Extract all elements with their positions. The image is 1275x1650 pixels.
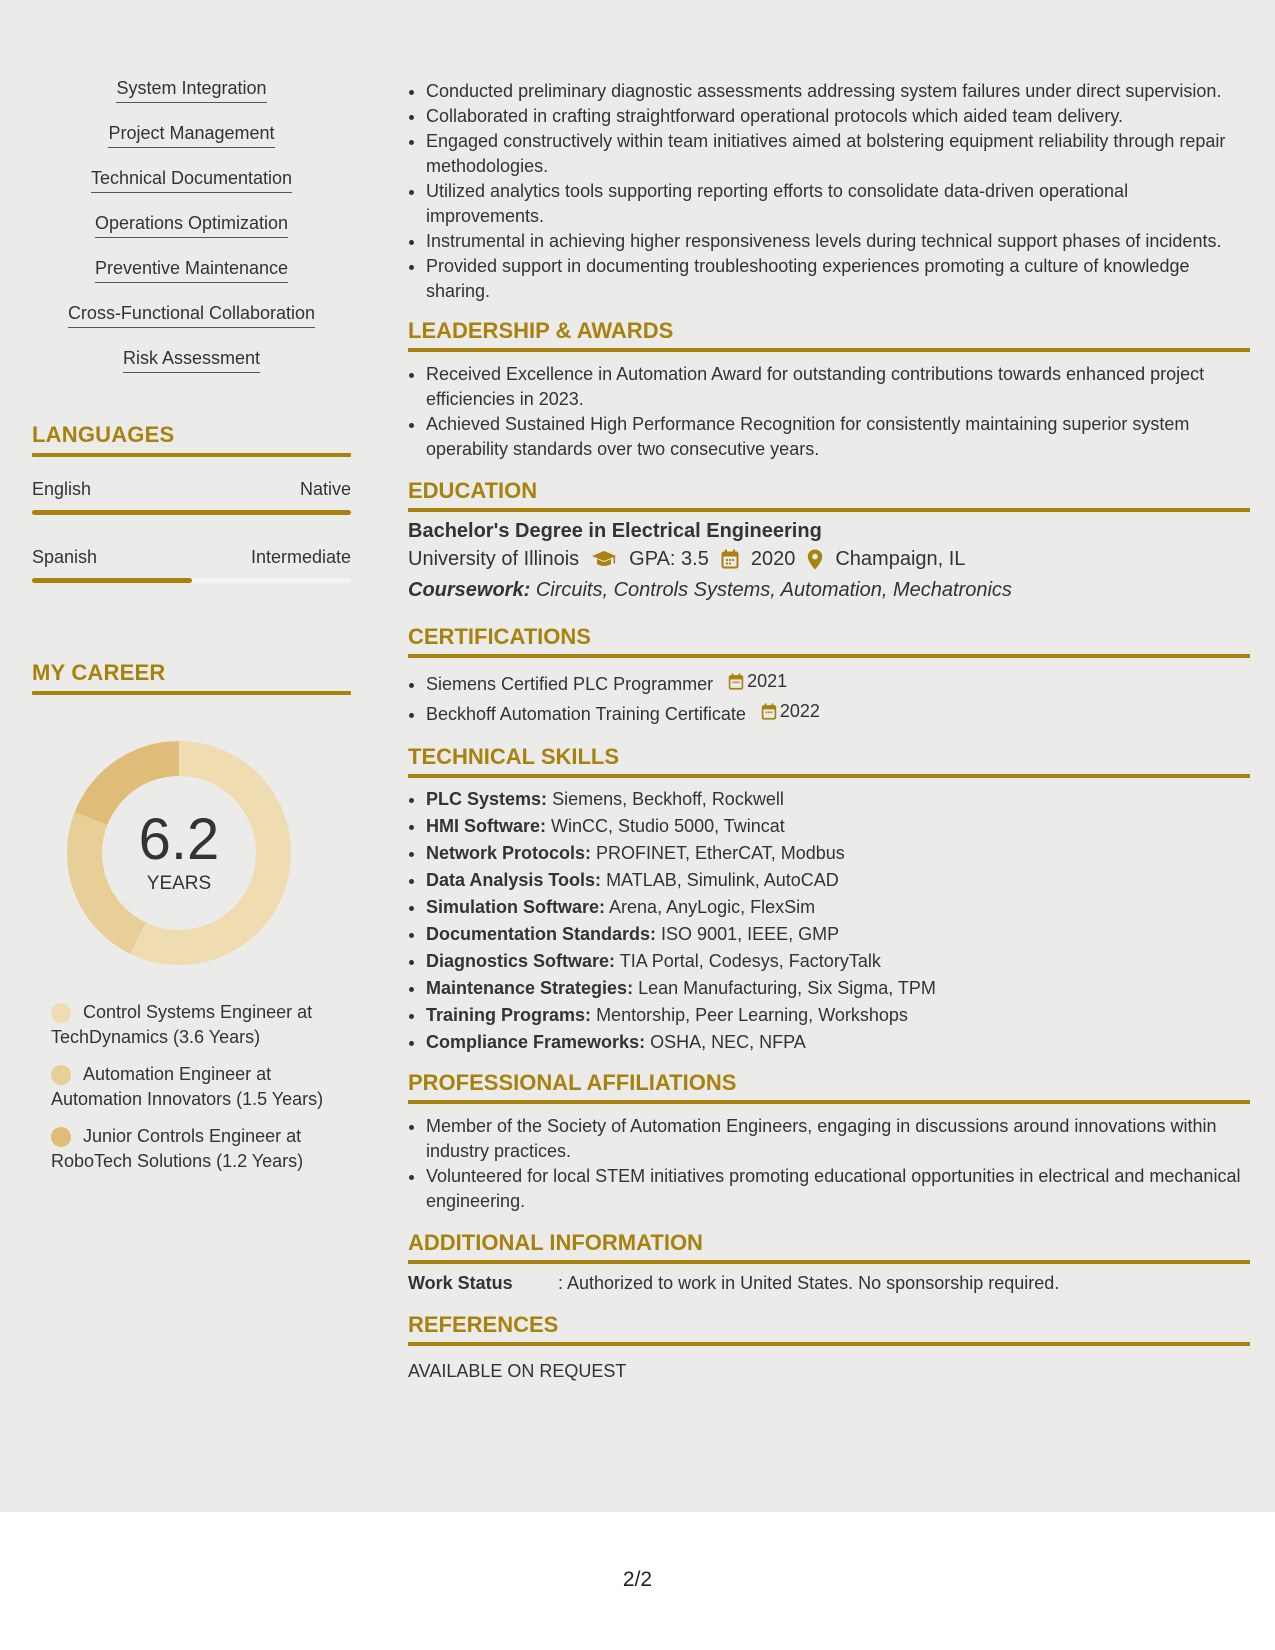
language-item bbox=[32, 547, 351, 583]
career-legend-item bbox=[51, 1124, 336, 1174]
donut-center bbox=[64, 738, 294, 968]
section-rule bbox=[32, 453, 351, 457]
tech-skill-label: HMI Software: bbox=[426, 816, 547, 836]
additional-title: ADDITIONAL INFORMATION bbox=[408, 1230, 703, 1255]
career-legend-text: Automation Engineer at Automation Innovators (1.5 Years) bbox=[51, 1064, 324, 1109]
experience-bullet: • Provided support in documenting troubleshooting experiences promoting a culture of knowledge sharing. bbox=[426, 254, 1250, 304]
graduation-year: 2020 bbox=[750, 548, 796, 570]
coursework-list: Circuits, Controls Systems, Automation, Mechatronics bbox=[535, 579, 1012, 601]
experience-bullet: • Conducted preliminary diagnostic assessments addressing system failures under direct supervision. bbox=[426, 79, 1250, 104]
language-proficiency-fill bbox=[32, 510, 351, 515]
school-location: Champaign, IL bbox=[835, 548, 966, 570]
languages-title: LANGUAGES bbox=[32, 422, 175, 447]
skill-item: Cross-Functional Collaboration bbox=[68, 303, 315, 328]
certifications-section bbox=[408, 624, 1250, 728]
tech-skill-label: Data Analysis Tools: bbox=[426, 870, 602, 890]
additional-section bbox=[408, 1230, 1250, 1296]
skill-item: Risk Assessment bbox=[123, 348, 260, 373]
section-rule bbox=[408, 654, 1250, 658]
coursework bbox=[408, 574, 1250, 606]
skill-item: System Integration bbox=[116, 78, 266, 103]
career-legend-text: Junior Controls Engineer at RoboTech Solutions (1.2 Years) bbox=[51, 1126, 304, 1171]
career-legend-item bbox=[51, 1000, 336, 1050]
main-content bbox=[408, 79, 1250, 1384]
career-title: MY CAREER bbox=[32, 660, 166, 685]
tech-skill-label: PLC Systems: bbox=[426, 789, 548, 809]
gpa: GPA: 3.5 bbox=[629, 548, 709, 570]
career-legend-text: Control Systems Engineer at TechDynamics (3.6 Years) bbox=[51, 1002, 313, 1047]
language-level: Intermediate bbox=[250, 547, 351, 567]
affiliations-section bbox=[408, 1070, 1250, 1214]
sidebar bbox=[32, 78, 351, 1186]
award-item: • Achieved Sustained High Performance Recognition for consistently maintaining superior system operability standards over two consecutive years. bbox=[426, 412, 1250, 462]
skill-item: Technical Documentation bbox=[91, 168, 292, 193]
language-level: Native bbox=[299, 479, 351, 499]
experience-bullet: • Collaborated in crafting straightforward operational protocols which aided team delivery. bbox=[426, 104, 1250, 129]
technical-skills-title: TECHNICAL SKILLS bbox=[408, 744, 620, 769]
location-pin-icon bbox=[807, 549, 823, 570]
tech-skill-label: Documentation Standards: bbox=[426, 924, 657, 944]
certification-name: Beckhoff Automation Training Certificate bbox=[426, 704, 746, 724]
technical-skills-section bbox=[408, 744, 1250, 1056]
coursework-label: Coursework: bbox=[408, 579, 531, 601]
skill-item: Project Management bbox=[108, 123, 274, 148]
references-text: AVAILABLE ON REQUEST bbox=[408, 1361, 627, 1381]
calendar-icon bbox=[728, 673, 744, 690]
career-section bbox=[32, 660, 351, 1174]
education-title: EDUCATION bbox=[408, 478, 538, 503]
degree-name: Bachelor's Degree in Electrical Engineering bbox=[408, 520, 822, 542]
certification-item bbox=[426, 668, 1250, 698]
section-rule bbox=[408, 774, 1250, 778]
experience-bullet: • Instrumental in achieving higher responsiveness levels during technical support phases of incidents. bbox=[426, 229, 1250, 254]
tech-skill-item bbox=[426, 867, 1250, 894]
leadership-title: LEADERSHIP & AWARDS bbox=[408, 318, 674, 343]
affiliations-title: PROFESSIONAL AFFILIATIONS bbox=[408, 1070, 737, 1095]
tech-skill-item bbox=[426, 786, 1250, 813]
page-number: 2/2 bbox=[622, 1568, 653, 1591]
languages-section bbox=[32, 422, 351, 583]
education-section bbox=[408, 478, 1250, 606]
certification-name: Siemens Certified PLC Programmer bbox=[426, 674, 714, 694]
experience-bullets bbox=[408, 79, 1250, 304]
tech-skill-label: Network Protocols: bbox=[426, 843, 592, 863]
tech-skill-value: Lean Manufacturing, Six Sigma, TPM bbox=[638, 978, 936, 998]
skill-item: Preventive Maintenance bbox=[95, 258, 288, 283]
tech-skill-label: Training Programs: bbox=[426, 1005, 592, 1025]
affiliation-item: • Member of the Society of Automation Engineers, engaging in discussions around innovations within industry practices. bbox=[426, 1114, 1250, 1164]
tech-skill-item bbox=[426, 1002, 1250, 1029]
tech-skill-item bbox=[426, 813, 1250, 840]
legend-dot bbox=[51, 1003, 71, 1023]
section-rule bbox=[408, 508, 1250, 512]
language-item bbox=[32, 479, 351, 515]
references-title: REFERENCES bbox=[408, 1312, 559, 1337]
affiliation-item: • Volunteered for local STEM initiatives promoting educational opportunities in electrical and mechanical engineering. bbox=[426, 1164, 1250, 1214]
section-rule bbox=[408, 1260, 1250, 1264]
references-section bbox=[408, 1312, 1250, 1384]
work-status-label: Work Status bbox=[408, 1273, 513, 1293]
language-name: Spanish bbox=[32, 547, 98, 567]
tech-skill-item bbox=[426, 840, 1250, 867]
career-total-years: 6.2 bbox=[138, 807, 220, 872]
section-rule bbox=[32, 691, 351, 695]
section-rule bbox=[408, 1342, 1250, 1346]
tech-skill-label: Maintenance Strategies: bbox=[426, 978, 634, 998]
legend-dot bbox=[51, 1127, 71, 1147]
graduation-cap-icon bbox=[591, 549, 617, 569]
skill-item: Operations Optimization bbox=[95, 213, 288, 238]
award-item: • Received Excellence in Automation Award for outstanding contributions towards enhanced project efficiencies in 2023. bbox=[426, 362, 1250, 412]
leadership-section bbox=[408, 318, 1250, 462]
certifications-title: CERTIFICATIONS bbox=[408, 624, 591, 649]
language-proficiency-bar bbox=[32, 578, 351, 583]
calendar-icon bbox=[721, 549, 739, 569]
tech-skill-item bbox=[426, 948, 1250, 975]
tech-skill-label: Compliance Frameworks: bbox=[426, 1032, 646, 1052]
tech-skill-label: Simulation Software: bbox=[426, 897, 606, 917]
experience-bullet: • Utilized analytics tools supporting reporting efforts to consolidate data-driven operational improvements. bbox=[426, 179, 1250, 229]
career-donut-chart bbox=[64, 738, 294, 968]
certification-item bbox=[426, 698, 1250, 728]
career-legend-item bbox=[51, 1062, 336, 1112]
section-rule bbox=[408, 1100, 1250, 1104]
tech-skill-item bbox=[426, 921, 1250, 948]
tech-skill-item bbox=[426, 975, 1250, 1002]
tech-skill-item bbox=[426, 894, 1250, 921]
tech-skill-value: Mentorship, Peer Learning, Workshops bbox=[596, 1005, 908, 1025]
tech-skill-value: OSHA, NEC, NFPA bbox=[650, 1032, 806, 1052]
tech-skill-value: WinCC, Studio 5000, Twincat bbox=[551, 816, 785, 836]
tech-skill-value: ISO 9001, IEEE, GMP bbox=[661, 924, 840, 944]
language-proficiency-bar bbox=[32, 510, 351, 515]
tech-skill-value: PROFINET, EtherCAT, Modbus bbox=[596, 843, 845, 863]
tech-skill-value: Arena, AnyLogic, FlexSim bbox=[609, 897, 816, 917]
work-status-row bbox=[408, 1270, 1250, 1296]
certification-year: 2022 bbox=[779, 701, 820, 721]
career-years-unit: YEARS bbox=[146, 873, 212, 894]
tech-skill-value: MATLAB, Simulink, AutoCAD bbox=[606, 870, 839, 890]
certification-year: 2021 bbox=[747, 671, 788, 691]
career-legend bbox=[51, 1000, 336, 1174]
tech-skill-value: Siemens, Beckhoff, Rockwell bbox=[552, 789, 784, 809]
tech-skill-label: Diagnostics Software: bbox=[426, 951, 616, 971]
education-details bbox=[408, 544, 1250, 574]
language-proficiency-fill bbox=[32, 578, 192, 583]
calendar-icon bbox=[761, 703, 777, 720]
work-status-value: : Authorized to work in United States. No sponsorship required. bbox=[558, 1273, 1060, 1293]
experience-bullet: • Engaged constructively within team initiatives aimed at bolstering equipment reliability through repair methodologies. bbox=[426, 129, 1250, 179]
school-name: University of Illinois bbox=[408, 548, 580, 570]
tech-skill-item bbox=[426, 1029, 1250, 1056]
legend-dot bbox=[51, 1065, 71, 1085]
section-rule bbox=[408, 348, 1250, 352]
skills-list bbox=[32, 78, 351, 393]
tech-skill-value: TIA Portal, Codesys, FactoryTalk bbox=[619, 951, 881, 971]
language-name: English bbox=[32, 479, 92, 499]
